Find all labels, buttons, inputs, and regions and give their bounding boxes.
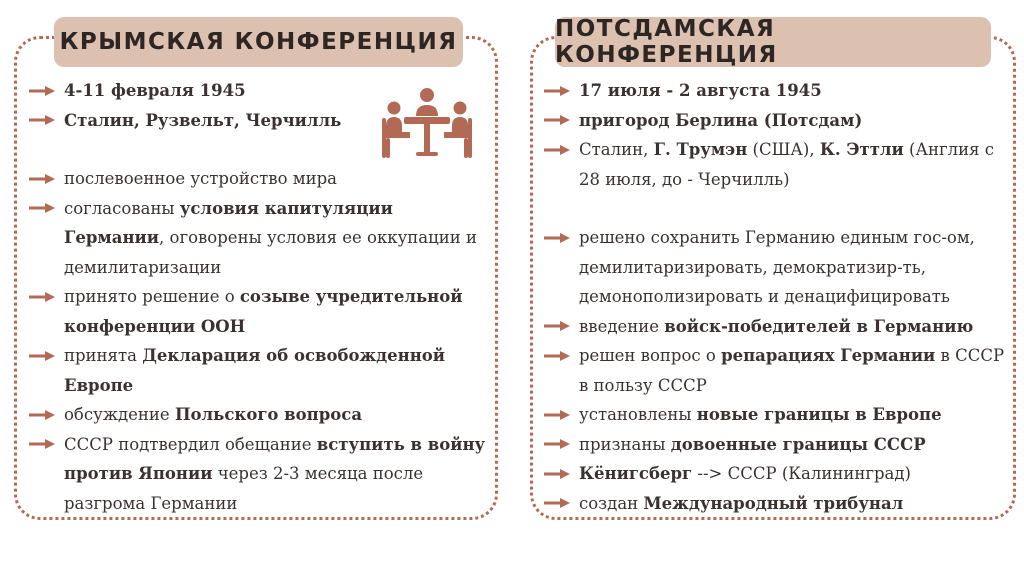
item-text: создан (579, 493, 644, 513)
right-list-item (543, 76, 1008, 106)
arrow-right-icon (28, 341, 58, 370)
item-text: репарациях Германии (721, 346, 936, 365)
item-text: демилитаризировать, демократизир-ть, демонополизировать и денацифицировать (579, 257, 950, 306)
item-text: Международный трибунал (643, 493, 904, 513)
arrow-right-icon (28, 282, 58, 311)
right-list-item (543, 341, 1008, 400)
item-text: условия капитуляции Германии (64, 198, 393, 247)
arrow-right-icon (28, 194, 58, 223)
item-text: Польского вопроса (174, 405, 363, 424)
item-text: новые границы в Европе (696, 405, 942, 424)
item-text: признаны (579, 434, 671, 454)
left-list-item (28, 164, 498, 194)
item-text: Декларация об освобожденной Европе (64, 346, 446, 395)
arrow-right-icon (543, 76, 573, 105)
item-text: , оговорены условия ее оккупации и демилитаризации (64, 228, 477, 277)
item-text: установлены (579, 405, 697, 424)
left-list-item (28, 194, 498, 283)
item-text: войск-победителей в Германию (664, 316, 974, 336)
item-text: созыве учредительной конференции ООН (64, 287, 463, 336)
item-text: Кёнигсберг (579, 464, 693, 483)
left-list-item (28, 341, 498, 400)
item-text: Сталин, Рузвельт, Черчилль (64, 110, 342, 130)
arrow-right-icon (543, 459, 573, 488)
item-text: К. Эттли (819, 140, 904, 159)
item-text: принята (64, 346, 143, 365)
item-text: Сталин, (579, 140, 654, 159)
arrow-right-icon (543, 135, 573, 164)
right-list-item (543, 135, 1008, 194)
arrow-right-icon (28, 106, 58, 135)
potsdam-list (543, 76, 1008, 518)
item-text: через 2-3 месяца после разгрома Германии (64, 464, 424, 513)
item-text: согласованы (64, 198, 180, 218)
arrow-right-icon (28, 400, 58, 429)
item-text: обсуждение (64, 405, 175, 424)
item-text: 17 июля - 2 августа 1945 (579, 81, 822, 100)
yalta-title: КРЫМСКАЯ КОНФЕРЕНЦИЯ (54, 17, 463, 67)
right-list-item (543, 223, 1008, 312)
right-list-item (543, 459, 1008, 489)
item-text: вступить в войну против Японии (64, 434, 486, 483)
arrow-right-icon (543, 430, 573, 459)
item-text: Г. Трумэн (653, 140, 748, 159)
item-text: довоенные границы СССР (670, 434, 926, 454)
arrow-right-icon (28, 430, 58, 459)
item-text: решен вопрос о (579, 346, 722, 365)
right-list-item (543, 400, 1008, 430)
left-list-item (28, 76, 404, 106)
arrow-right-icon (28, 76, 58, 105)
item-text: 4-11 февраля 1945 (64, 81, 246, 100)
arrow-right-icon (543, 341, 573, 370)
item-text: СССР подтвердил обещание (64, 434, 317, 454)
potsdam-title: ПОТСДАМСКАЯ КОНФЕРЕНЦИЯ (555, 17, 991, 67)
left-list-item (28, 430, 498, 519)
item-text: (Англия с 28 июля, до - Черчилль) (579, 140, 994, 189)
arrow-right-icon (543, 223, 573, 252)
item-text: пригород Берлина (Потсдам) (579, 110, 863, 130)
left-list-item (28, 400, 498, 430)
arrow-right-icon (543, 312, 573, 341)
right-list-item (543, 489, 1008, 519)
item-text: --> СССР (Калининград) (692, 464, 911, 483)
arrow-right-icon (543, 489, 573, 518)
arrow-right-icon (543, 106, 573, 135)
item-text: принято решение о (64, 287, 240, 306)
item-text: решено сохранить Германию единым гос-ом, (579, 228, 975, 247)
item-text: послевоенное устройство мира (64, 169, 337, 188)
right-list-item (543, 430, 1008, 460)
right-list-item (543, 106, 1008, 136)
item-text: (США), (747, 140, 820, 159)
arrow-right-icon (543, 400, 573, 429)
left-list-item (28, 282, 498, 341)
right-list-item (543, 312, 1008, 342)
arrow-right-icon (28, 164, 58, 193)
item-text: в СССР в пользу СССР (579, 346, 1005, 395)
item-text: введение (579, 316, 665, 336)
left-list-item (28, 106, 404, 136)
yalta-list (28, 76, 498, 518)
